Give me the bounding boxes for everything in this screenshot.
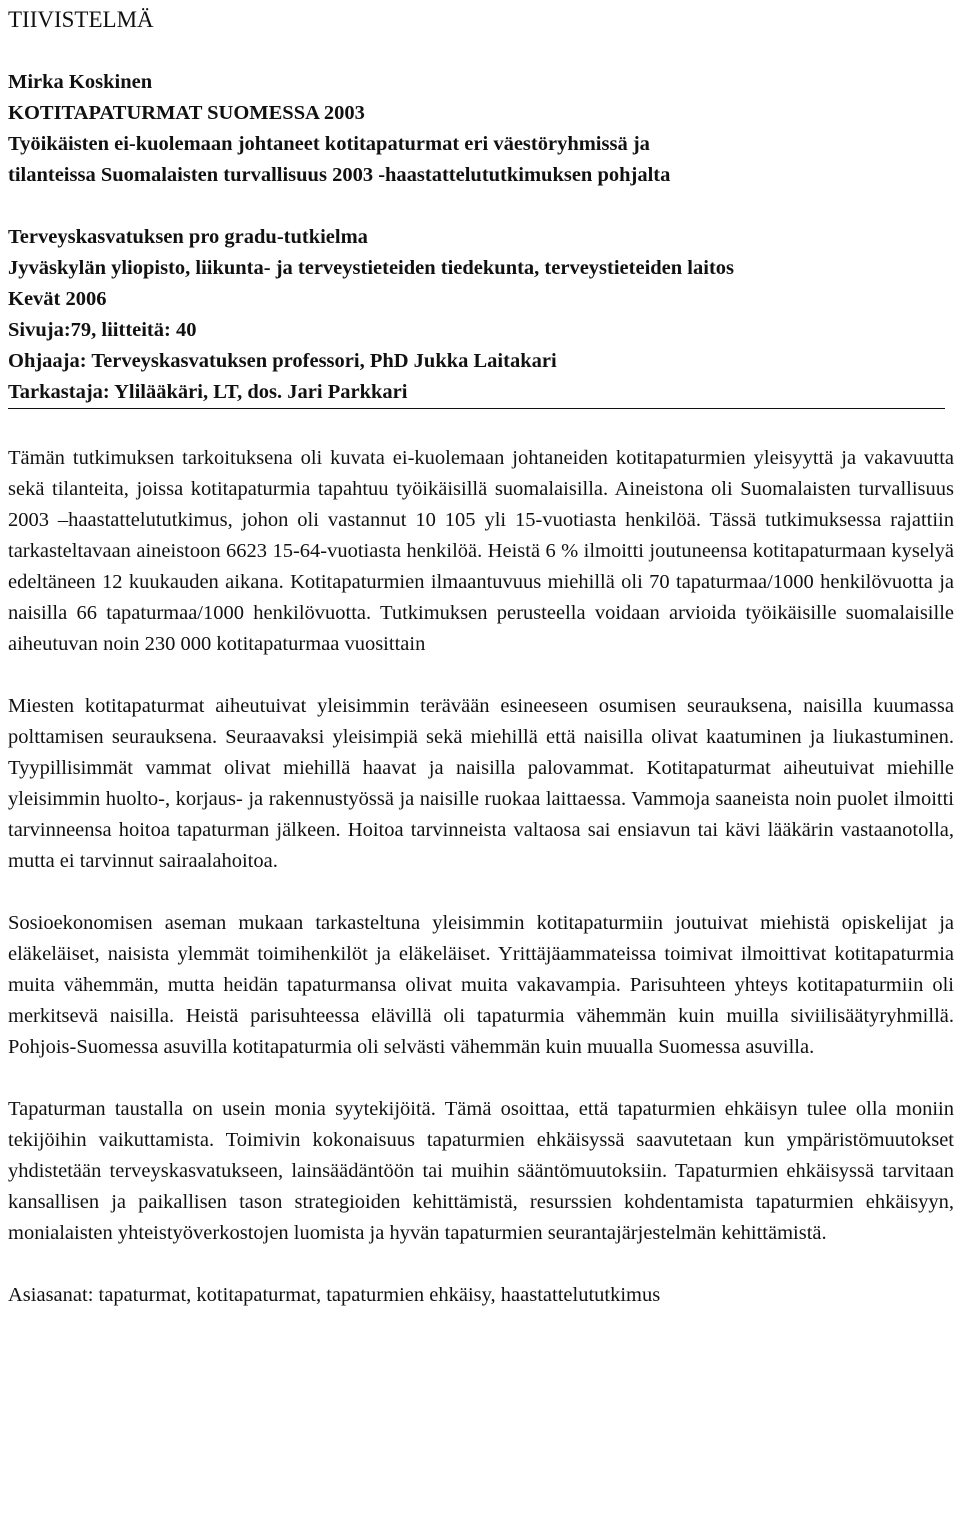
abstract-paragraph-4: Tapaturman taustalla on usein monia syytekijöitä. Tämä osoittaa, että tapaturmien ehkäisyn tulee olla moniin tekijöihin vaikuttamista. Toimivin kokonaisuus tapaturmien ehkäisyssä saavutetaan kun ympäristömuutokset yhdistetään terveyskasvatukseen, lainsäädäntöön tai muihin sääntömuutoksiin. Tapaturmien ehkäisyssä tarvitaan kansallisen ja paikallisen tason strategioiden kehittämistä, resurssien kohdentamista tapaturmien ehkäisyyn, monialaisten yhteistyöverkostojen luomista ja hyvän tapaturmien seurantajärjestelmän kehittämistä.: [8, 1098, 954, 1244]
examiner: Tarkastaja: Ylilääkäri, LT, dos. Jari Parkkari: [8, 377, 945, 409]
thesis-type: Terveyskasvatuksen pro gradu-tutkielma: [8, 226, 368, 248]
abstract-paragraph-1: Tämän tutkimuksen tarkoituksena oli kuvata ei-kuolemaan johtaneiden kotitapaturmien yleisyyttä ja vakavuutta sekä tilanteita, joissa kotitapaturmia tapahtuu työikäisillä suomalaisilla. Aineistona oli Suomalaisten turvallisuus 2003 –haastattelututkimus, johon oli vastannut 10 105 yli 15-vuotiasta henkilöä. Tässä tutkimuksessa rajattiin tarkasteltavaan aineistoon 6623 15-64-vuotiasta henkilöä. Heistä 6 % ilmoitti joutuneensa kotitapaturmaan kyselyä edeltäneen 12 kuukauden aikana. Kotitapaturmien ilmaantuvuus miehillä oli 70 tapaturmaa/1000 henkilövuotta ja naisilla 66 tapaturmaa/1000 henkilövuotta. Tutkimuksen perusteella voidaan arvioida työikäisille suomalaisille aiheutuvan noin 230 000 kotitapaturmaa vuosittain: [8, 447, 954, 655]
thesis-title: KOTITAPATURMAT SUOMESSA 2003: [8, 102, 365, 124]
document-page: [8, 0, 954, 1311]
thesis-subtitle-line-1: Työikäisten ei-kuolemaan johtaneet kotitapaturmat eri väestöryhmissä ja: [8, 133, 650, 155]
thesis-info-block: [8, 222, 954, 409]
author-name: Mirka Koskinen: [8, 71, 153, 93]
abstract-heading: TIIVISTELMÄ: [8, 7, 154, 32]
keywords: Asiasanat: tapaturmat, kotitapaturmat, tapaturmien ehkäisy, haastattelututkimus: [8, 1284, 661, 1306]
abstract-paragraph-2: Miesten kotitapaturmat aiheutuivat yleisimmin terävään esineeseen osumisen seurauksena, naisilla kuumassa polttamisen seurauksena. Seuraavaksi yleisimpiä sekä miehillä että naisilla olivat kaatuminen ja liukastuminen. Tyypillisimmät vammat olivat miehillä haavat ja naisilla palovammat. Kotitapaturmat aiheutuivat miehille yleisimmin huolto-, korjaus- ja rakennustyössä ja naisille ruokaa laittaessa. Vammoja saaneista noin puolet ilmoitti tarvinneensa hoitoa tapaturman jälkeen. Hoitoa tarvinneista valtaosa sai ensiavun tai kävi lääkärin vastaanotolla, mutta ei tarvinnut sairaalahoitoa.: [8, 695, 954, 872]
institution: Jyväskylän yliopisto, liikunta- ja terveystieteiden tiedekunta, terveystieteiden laitos: [8, 257, 734, 279]
page-count: Sivuja:79, liitteitä: 40: [8, 319, 197, 341]
supervisor: Ohjaaja: Terveyskasvatuksen professori, PhD Jukka Laitakari: [8, 350, 557, 372]
abstract-paragraph-3: Sosioekonomisen aseman mukaan tarkasteltuna yleisimmin kotitapaturmiin joutuivat miehistä opiskelijat ja eläkeläiset, naisista ylemmät toimihenkilöt ja eläkeläiset. Yrittäjäammateissa toimivat ilmoittivat kotitapaturmia muita vähemmän, mutta heidän tapaturmansa olivat muita vakavampia. Parisuhteen yhteys kotitapaturmiin oli merkitsevä naisilla. Heistä parisuhteessa elävillä oli tapaturmia vähemmän kuin muilla siviilisäätyryhmillä. Pohjois-Suomessa asuvilla kotitapaturmia oli selvästi vähemmän kuin muualla Suomessa asuvilla.: [8, 912, 954, 1058]
semester: Kevät 2006: [8, 288, 107, 310]
title-block: [8, 67, 954, 191]
thesis-subtitle-line-2: tilanteissa Suomalaisten turvallisuus 2003 -haastattelututkimuksen pohjalta: [8, 164, 671, 186]
